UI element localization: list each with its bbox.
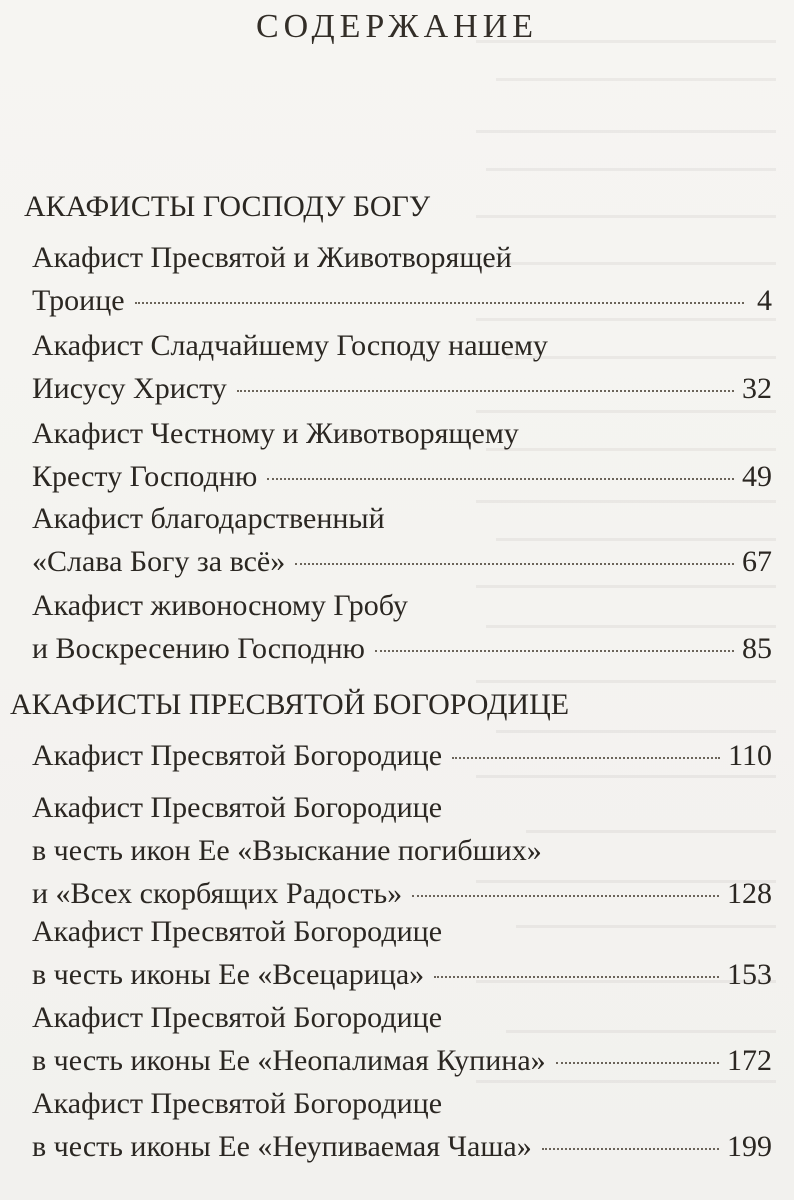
entry-title-line: в честь иконы Ее «Неупиваемая Чаша» — [32, 1130, 532, 1163]
dot-leader — [412, 893, 719, 897]
page-title: СОДЕРЖАНИЕ — [255, 8, 539, 45]
page-number: 67 — [742, 545, 772, 578]
entry-title-line: Кресту Господню — [32, 460, 258, 493]
entry-title-line: Акафист Пресвятой и Животворящей — [32, 241, 512, 274]
entry-title-line: и Воскресению Господню — [32, 632, 365, 665]
entry-title-line: Акафист Пресвятой Богородице — [32, 1087, 443, 1120]
entry-title-line: Акафист Пресвятой Богородице — [32, 791, 443, 824]
dot-leader — [556, 1060, 719, 1064]
entry-title-line: Троице — [32, 284, 125, 317]
entry-title-line: Акафист Пресвятой Богородице — [32, 739, 443, 772]
toc-entry[interactable] — [32, 734, 772, 777]
section-heading: АКАФИСТЫ ПРЕСВЯТОЙ БОГОРОДИЦЕ — [10, 688, 570, 721]
page-number: 110 — [728, 739, 772, 772]
page-number: 49 — [742, 460, 772, 493]
dot-leader — [434, 974, 719, 978]
page-number: 4 — [757, 284, 772, 317]
entry-title-line: Акафист живоносному Гробу — [32, 589, 408, 622]
page-number: 172 — [727, 1044, 772, 1077]
section-heading: АКАФИСТЫ ГОСПОДУ БОГУ — [24, 190, 431, 223]
dot-leader — [295, 561, 734, 565]
dot-leader — [375, 648, 734, 652]
entry-title-line: и «Всех скорбящих Радость» — [32, 877, 403, 910]
page-number: 85 — [742, 632, 772, 665]
toc-entry[interactable] — [32, 412, 772, 498]
toc-entry[interactable] — [32, 324, 772, 410]
dot-leader — [237, 388, 734, 392]
entry-title-line: Иисусу Христу — [32, 372, 227, 405]
toc-entry[interactable] — [32, 786, 772, 915]
toc-entry[interactable] — [32, 236, 772, 322]
dot-leader — [135, 300, 744, 304]
dot-leader — [267, 476, 734, 480]
toc-entry[interactable] — [32, 1082, 772, 1168]
toc-entry[interactable] — [32, 996, 772, 1082]
entry-title-line: в честь иконы Ее «Неопалимая Купина» — [32, 1044, 546, 1077]
entry-title-line: в честь икон Ее «Взыскание погибших» — [32, 834, 542, 867]
entry-title-line: Акафист Сладчайшему Господу нашему — [32, 329, 548, 362]
dot-leader — [452, 755, 720, 759]
dot-leader — [542, 1146, 719, 1150]
entry-title-line: Акафист благодарственный — [32, 502, 385, 535]
entry-title-line: Акафист Честному и Животворящему — [32, 417, 519, 450]
page-number: 128 — [727, 877, 772, 910]
page-number: 32 — [742, 372, 772, 405]
toc-entry[interactable] — [32, 584, 772, 670]
entry-title-line: «Слава Богу за всё» — [32, 545, 286, 578]
entry-title-line: в честь иконы Ее «Всецарица» — [32, 958, 425, 991]
toc-entry[interactable] — [32, 910, 772, 996]
toc-entry[interactable] — [32, 497, 772, 583]
entry-title-line: Акафист Пресвятой Богородице — [32, 915, 443, 948]
page-number: 199 — [727, 1130, 772, 1163]
entry-title-line: Акафист Пресвятой Богородице — [32, 1001, 443, 1034]
page-number: 153 — [727, 958, 772, 991]
